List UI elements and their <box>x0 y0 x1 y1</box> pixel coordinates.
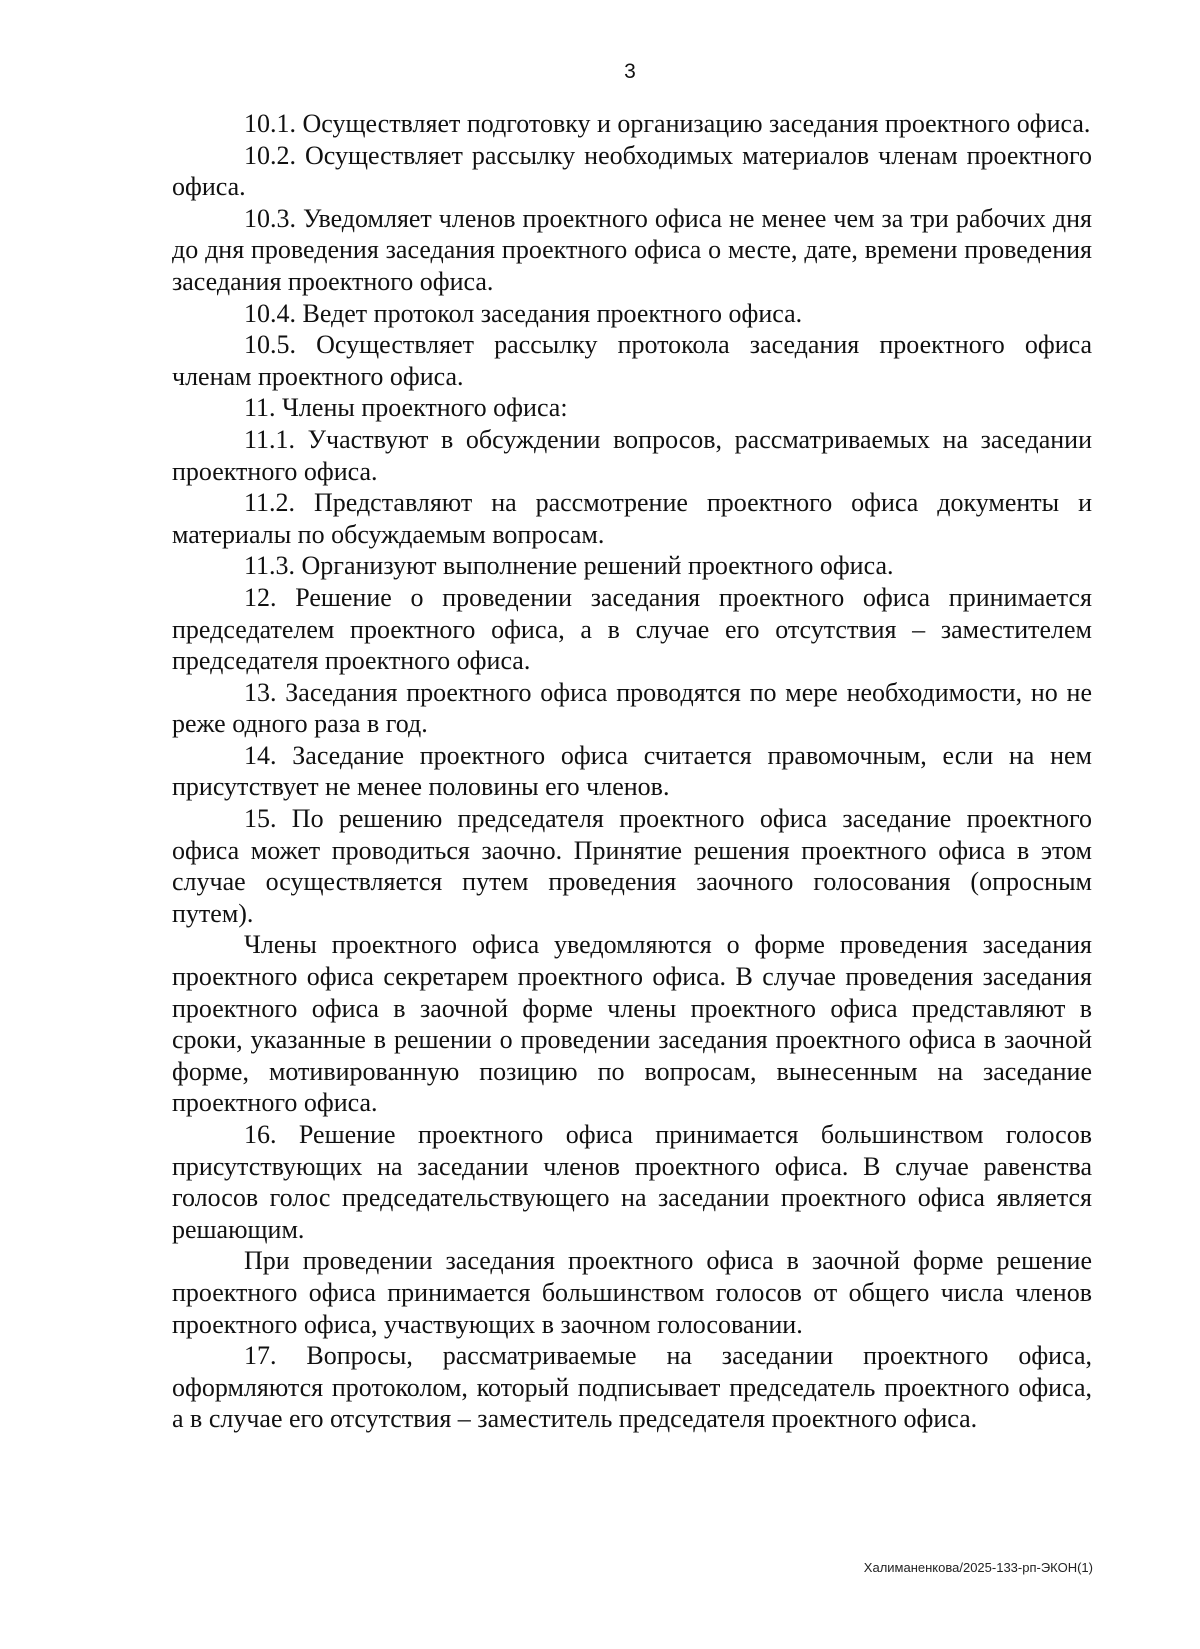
paragraph-16-absentee: При проведении заседания проектного офиса в заочной форме решение проектного офиса принимается большинством голосов от общего числа членов проектного офиса, участвующих в заочном голосовании. <box>172 1246 1092 1339</box>
paragraph-10-5: 10.5. Осуществляет рассылку протокола заседания проектного офиса членам проектного офиса. <box>172 330 1092 391</box>
paragraph-10-3: 10.3. Уведомляет членов проектного офиса не менее чем за три рабочих дня до дня проведения заседания проектного офиса о месте, дате, времени проведения заседания проектного офиса. <box>172 203 1092 296</box>
paragraph-14: 14. Заседание проектного офиса считается правомочным, если на нем присутствует не менее половины его членов. <box>172 740 1092 802</box>
page-number: 3 <box>624 60 636 83</box>
paragraph-11-3: 11.3. Организуют выполнение решений проектного офиса. <box>244 551 894 581</box>
paragraph-15: 15. По решению председателя проектного офиса заседание проектного офиса может проводиться заочно. Принятие решения проектного офиса в этом случае осуществляется путем проведения заочного голосования (опросным путем). <box>172 804 1092 928</box>
paragraph-15-notification: Члены проектного офиса уведомляются о форме проведения заседания проектного офиса секретарем проектного офиса. В случае проведения заседания проектного офиса в заочной форме члены проектного офиса представляют в сроки, указанные в решении о проведении заседания проектного офиса в заочной форме, мотивированную позицию по вопросам, вынесенным на заседание проектного офиса. <box>172 930 1092 1118</box>
paragraph-10-2: 10.2. Осуществляет рассылку необходимых материалов членам проектного офиса. <box>172 140 1092 202</box>
paragraph-12: 12. Решение о проведении заседания проектного офиса принимается председателем проектного офиса, а в случае его отсутствия – заместителем председателя проектного офиса. <box>172 582 1092 676</box>
document-body <box>172 108 1092 1435</box>
paragraph-10-1: 10.1. Осуществляет подготовку и организацию заседания проектного офиса. <box>244 109 1091 138</box>
paragraph-16: 16. Решение проектного офиса принимается большинством голосов присутствующих на заседании членов проектного офиса. В случае равенства голосов голос председательствующего на заседании проектного офиса является решающим. <box>172 1120 1092 1244</box>
paragraph-10-4: 10.4. Ведет протокол заседания проектного офиса. <box>244 298 803 328</box>
document-footer-code: Халиманенкова/2025-133-рп-ЭКОН(1) <box>863 1560 1093 1575</box>
paragraph-11: 11. Члены проектного офиса: <box>244 393 568 423</box>
paragraph-17: 17. Вопросы, рассматриваемые на заседании проектного офиса, оформляются протоколом, который подписывает председатель проектного офиса, а в случае его отсутствия – заместитель председателя проектного офиса. <box>172 1341 1092 1434</box>
paragraph-13: 13. Заседания проектного офиса проводятся по мере необходимости, но не реже одного раза в год. <box>172 677 1092 739</box>
paragraph-11-2: 11.2. Представляют на рассмотрение проектного офиса документы и материалы по обсуждаемым вопросам. <box>172 488 1092 549</box>
paragraph-11-1: 11.1. Участвуют в обсуждении вопросов, рассматриваемых на заседании проектного офиса. <box>172 424 1092 486</box>
